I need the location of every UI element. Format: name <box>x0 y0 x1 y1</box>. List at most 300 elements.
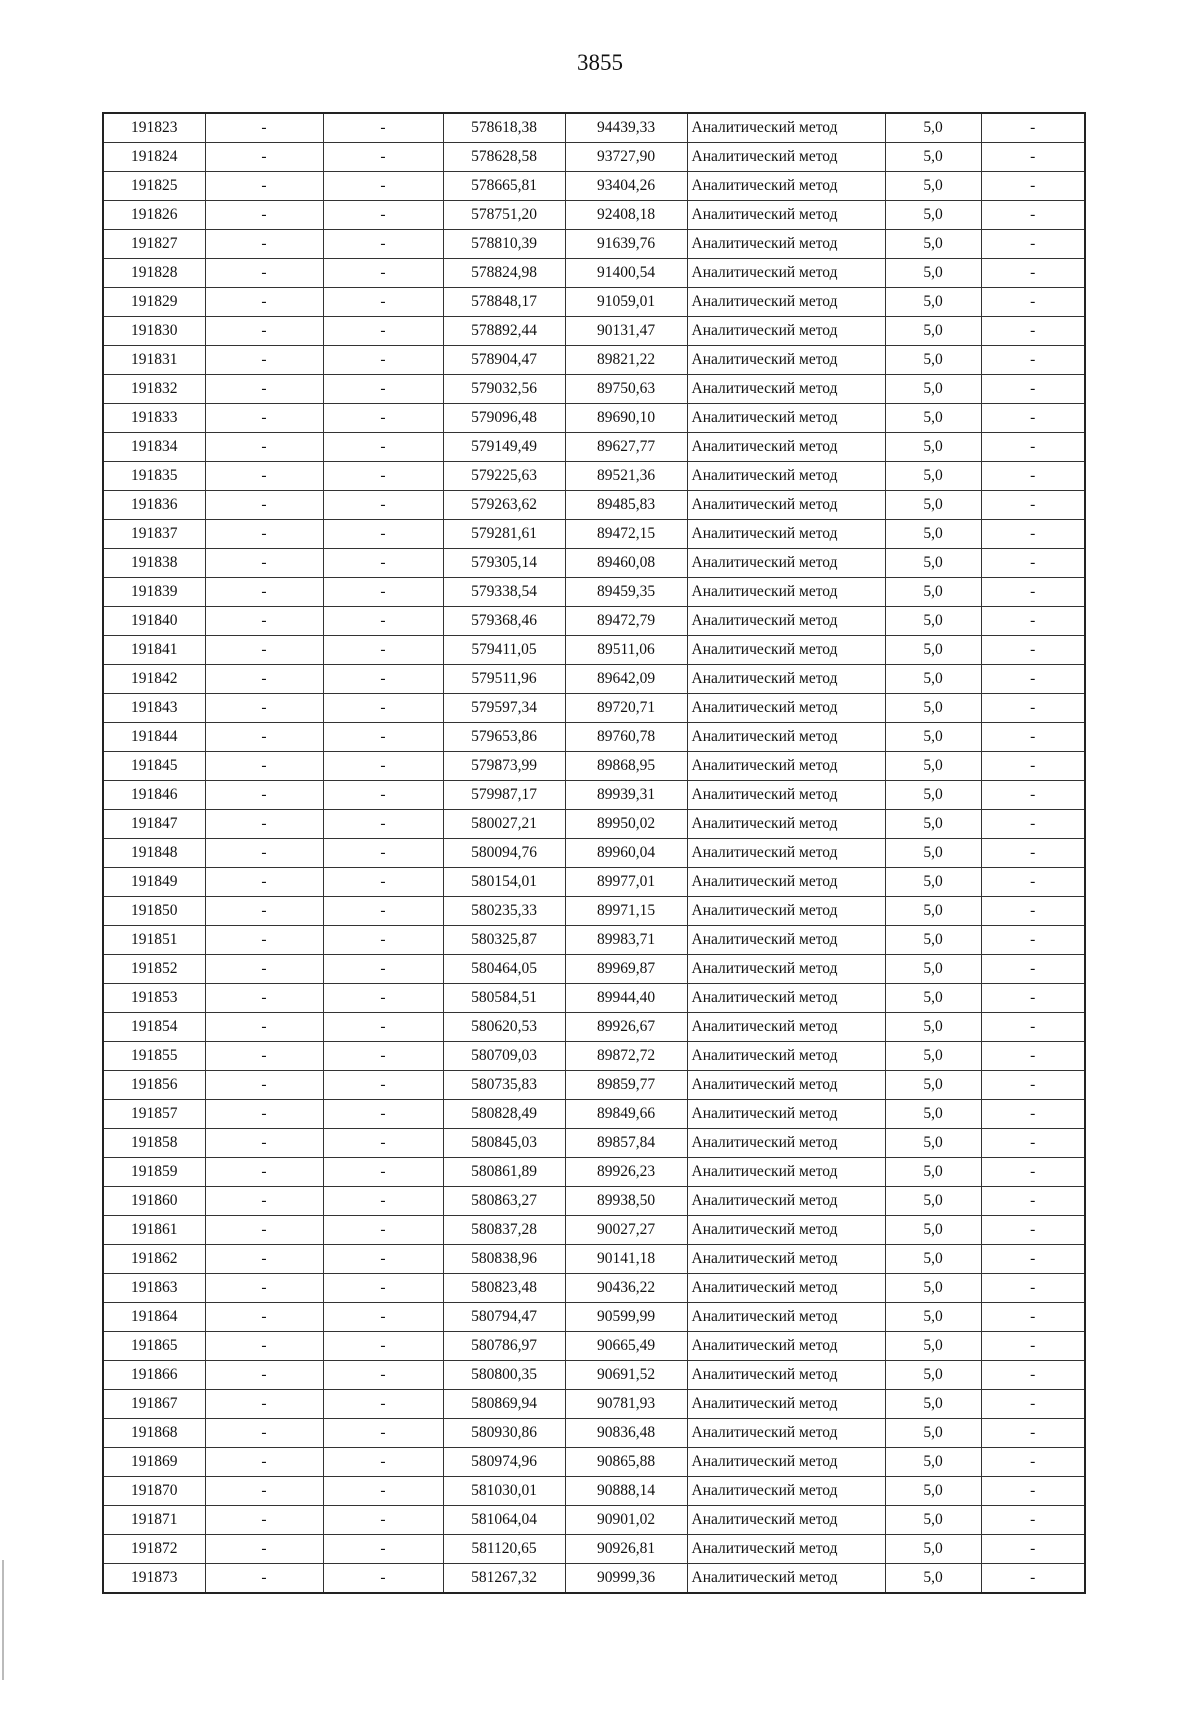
table-row <box>103 984 1085 1013</box>
empty-value-cell: - <box>323 491 443 520</box>
empty-value-cell: - <box>981 926 1085 955</box>
y-coordinate-cell: 89627,77 <box>565 433 687 462</box>
method-cell: Аналитический метод <box>687 897 885 926</box>
empty-value-cell: - <box>981 723 1085 752</box>
point-number-cell: 191824 <box>103 143 205 172</box>
point-number-cell: 191829 <box>103 288 205 317</box>
accuracy-cell: 5,0 <box>885 723 981 752</box>
accuracy-cell: 5,0 <box>885 1274 981 1303</box>
empty-value-cell: - <box>323 549 443 578</box>
method-cell: Аналитический метод <box>687 1390 885 1419</box>
point-number-cell: 191853 <box>103 984 205 1013</box>
y-coordinate-cell: 90141,18 <box>565 1245 687 1274</box>
point-number-cell: 191852 <box>103 955 205 984</box>
empty-value-cell: - <box>981 1361 1085 1390</box>
empty-value-cell: - <box>323 1187 443 1216</box>
method-cell: Аналитический метод <box>687 578 885 607</box>
x-coordinate-cell: 580584,51 <box>443 984 565 1013</box>
empty-value-cell: - <box>205 113 323 143</box>
method-cell: Аналитический метод <box>687 636 885 665</box>
method-cell: Аналитический метод <box>687 1303 885 1332</box>
empty-value-cell: - <box>205 433 323 462</box>
point-number-cell: 191860 <box>103 1187 205 1216</box>
method-cell: Аналитический метод <box>687 926 885 955</box>
accuracy-cell: 5,0 <box>885 926 981 955</box>
x-coordinate-cell: 581120,65 <box>443 1535 565 1564</box>
method-cell: Аналитический метод <box>687 317 885 346</box>
table-row <box>103 317 1085 346</box>
table-row <box>103 520 1085 549</box>
point-number-cell: 191862 <box>103 1245 205 1274</box>
y-coordinate-cell: 93404,26 <box>565 172 687 201</box>
method-cell: Аналитический метод <box>687 868 885 897</box>
point-number-cell: 191866 <box>103 1361 205 1390</box>
table-row <box>103 433 1085 462</box>
accuracy-cell: 5,0 <box>885 230 981 259</box>
table-row <box>103 375 1085 404</box>
point-number-cell: 191871 <box>103 1506 205 1535</box>
empty-value-cell: - <box>205 607 323 636</box>
empty-value-cell: - <box>323 1100 443 1129</box>
method-cell: Аналитический метод <box>687 1245 885 1274</box>
empty-value-cell: - <box>323 1332 443 1361</box>
table-row <box>103 1013 1085 1042</box>
x-coordinate-cell: 579987,17 <box>443 781 565 810</box>
table-row <box>103 1477 1085 1506</box>
x-coordinate-cell: 580709,03 <box>443 1042 565 1071</box>
empty-value-cell: - <box>205 462 323 491</box>
method-cell: Аналитический метод <box>687 839 885 868</box>
empty-value-cell: - <box>205 1506 323 1535</box>
y-coordinate-cell: 90665,49 <box>565 1332 687 1361</box>
accuracy-cell: 5,0 <box>885 288 981 317</box>
table-row <box>103 1129 1085 1158</box>
empty-value-cell: - <box>981 1564 1085 1594</box>
empty-value-cell: - <box>323 1448 443 1477</box>
x-coordinate-cell: 579597,34 <box>443 694 565 723</box>
table-row <box>103 491 1085 520</box>
point-number-cell: 191828 <box>103 259 205 288</box>
accuracy-cell: 5,0 <box>885 1419 981 1448</box>
y-coordinate-cell: 91400,54 <box>565 259 687 288</box>
page-number: 3855 <box>577 50 623 75</box>
y-coordinate-cell: 90865,88 <box>565 1448 687 1477</box>
accuracy-cell: 5,0 <box>885 1535 981 1564</box>
accuracy-cell: 5,0 <box>885 462 981 491</box>
empty-value-cell: - <box>981 607 1085 636</box>
point-number-cell: 191847 <box>103 810 205 839</box>
x-coordinate-cell: 579225,63 <box>443 462 565 491</box>
empty-value-cell: - <box>981 404 1085 433</box>
x-coordinate-cell: 580828,49 <box>443 1100 565 1129</box>
empty-value-cell: - <box>981 1129 1085 1158</box>
empty-value-cell: - <box>323 868 443 897</box>
x-coordinate-cell: 580930,86 <box>443 1419 565 1448</box>
empty-value-cell: - <box>981 375 1085 404</box>
method-cell: Аналитический метод <box>687 1071 885 1100</box>
empty-value-cell: - <box>981 520 1085 549</box>
y-coordinate-cell: 89821,22 <box>565 346 687 375</box>
method-cell: Аналитический метод <box>687 781 885 810</box>
point-number-cell: 191854 <box>103 1013 205 1042</box>
table-row <box>103 288 1085 317</box>
empty-value-cell: - <box>981 1274 1085 1303</box>
empty-value-cell: - <box>981 288 1085 317</box>
accuracy-cell: 5,0 <box>885 172 981 201</box>
x-coordinate-cell: 581267,32 <box>443 1564 565 1594</box>
empty-value-cell: - <box>981 491 1085 520</box>
table-row <box>103 1303 1085 1332</box>
table-row <box>103 1071 1085 1100</box>
empty-value-cell: - <box>323 1158 443 1187</box>
empty-value-cell: - <box>205 404 323 433</box>
table-row <box>103 781 1085 810</box>
empty-value-cell: - <box>323 462 443 491</box>
accuracy-cell: 5,0 <box>885 636 981 665</box>
empty-value-cell: - <box>981 1158 1085 1187</box>
accuracy-cell: 5,0 <box>885 1187 981 1216</box>
empty-value-cell: - <box>205 839 323 868</box>
empty-value-cell: - <box>205 1274 323 1303</box>
empty-value-cell: - <box>981 636 1085 665</box>
empty-value-cell: - <box>981 897 1085 926</box>
empty-value-cell: - <box>981 1100 1085 1129</box>
accuracy-cell: 5,0 <box>885 1477 981 1506</box>
x-coordinate-cell: 580845,03 <box>443 1129 565 1158</box>
y-coordinate-cell: 89857,84 <box>565 1129 687 1158</box>
point-number-cell: 191857 <box>103 1100 205 1129</box>
x-coordinate-cell: 579653,86 <box>443 723 565 752</box>
table-row <box>103 868 1085 897</box>
accuracy-cell: 5,0 <box>885 1564 981 1594</box>
x-coordinate-cell: 580800,35 <box>443 1361 565 1390</box>
empty-value-cell: - <box>323 636 443 665</box>
y-coordinate-cell: 90836,48 <box>565 1419 687 1448</box>
empty-value-cell: - <box>205 810 323 839</box>
table-row <box>103 1274 1085 1303</box>
y-coordinate-cell: 90436,22 <box>565 1274 687 1303</box>
y-coordinate-cell: 89849,66 <box>565 1100 687 1129</box>
empty-value-cell: - <box>323 781 443 810</box>
empty-value-cell: - <box>981 578 1085 607</box>
empty-value-cell: - <box>205 694 323 723</box>
empty-value-cell: - <box>323 172 443 201</box>
accuracy-cell: 5,0 <box>885 346 981 375</box>
x-coordinate-cell: 579149,49 <box>443 433 565 462</box>
table-row <box>103 926 1085 955</box>
accuracy-cell: 5,0 <box>885 1303 981 1332</box>
empty-value-cell: - <box>981 1448 1085 1477</box>
point-number-cell: 191823 <box>103 113 205 143</box>
method-cell: Аналитический метод <box>687 1216 885 1245</box>
point-number-cell: 191835 <box>103 462 205 491</box>
empty-value-cell: - <box>205 1013 323 1042</box>
y-coordinate-cell: 89859,77 <box>565 1071 687 1100</box>
empty-value-cell: - <box>205 1187 323 1216</box>
x-coordinate-cell: 580863,27 <box>443 1187 565 1216</box>
table-row <box>103 723 1085 752</box>
x-coordinate-cell: 579511,96 <box>443 665 565 694</box>
y-coordinate-cell: 89690,10 <box>565 404 687 433</box>
empty-value-cell: - <box>981 1535 1085 1564</box>
y-coordinate-cell: 90599,99 <box>565 1303 687 1332</box>
y-coordinate-cell: 89938,50 <box>565 1187 687 1216</box>
y-coordinate-cell: 89926,23 <box>565 1158 687 1187</box>
empty-value-cell: - <box>981 1187 1085 1216</box>
empty-value-cell: - <box>981 1332 1085 1361</box>
accuracy-cell: 5,0 <box>885 1506 981 1535</box>
y-coordinate-cell: 93727,90 <box>565 143 687 172</box>
x-coordinate-cell: 579338,54 <box>443 578 565 607</box>
method-cell: Аналитический метод <box>687 491 885 520</box>
empty-value-cell: - <box>981 810 1085 839</box>
point-number-cell: 191850 <box>103 897 205 926</box>
table-row <box>103 143 1085 172</box>
table-row <box>103 1042 1085 1071</box>
table-row <box>103 230 1085 259</box>
method-cell: Аналитический метод <box>687 1187 885 1216</box>
accuracy-cell: 5,0 <box>885 375 981 404</box>
empty-value-cell: - <box>981 1042 1085 1071</box>
table-row <box>103 1506 1085 1535</box>
method-cell: Аналитический метод <box>687 694 885 723</box>
empty-value-cell: - <box>981 201 1085 230</box>
table-row <box>103 259 1085 288</box>
point-number-cell: 191868 <box>103 1419 205 1448</box>
empty-value-cell: - <box>205 1129 323 1158</box>
y-coordinate-cell: 89459,35 <box>565 578 687 607</box>
point-number-cell: 191858 <box>103 1129 205 1158</box>
accuracy-cell: 5,0 <box>885 984 981 1013</box>
x-coordinate-cell: 578848,17 <box>443 288 565 317</box>
y-coordinate-cell: 90781,93 <box>565 1390 687 1419</box>
point-number-cell: 191841 <box>103 636 205 665</box>
table-row <box>103 1535 1085 1564</box>
table-row <box>103 1100 1085 1129</box>
y-coordinate-cell: 89868,95 <box>565 752 687 781</box>
y-coordinate-cell: 90691,52 <box>565 1361 687 1390</box>
x-coordinate-cell: 580154,01 <box>443 868 565 897</box>
y-coordinate-cell: 89485,83 <box>565 491 687 520</box>
empty-value-cell: - <box>981 1506 1085 1535</box>
empty-value-cell: - <box>981 868 1085 897</box>
method-cell: Аналитический метод <box>687 1274 885 1303</box>
point-number-cell: 191830 <box>103 317 205 346</box>
table-row <box>103 1448 1085 1477</box>
table-row <box>103 578 1085 607</box>
x-coordinate-cell: 578824,98 <box>443 259 565 288</box>
point-number-cell: 191870 <box>103 1477 205 1506</box>
table-row <box>103 636 1085 665</box>
accuracy-cell: 5,0 <box>885 897 981 926</box>
point-number-cell: 191863 <box>103 1274 205 1303</box>
accuracy-cell: 5,0 <box>885 1390 981 1419</box>
table-row <box>103 1361 1085 1390</box>
accuracy-cell: 5,0 <box>885 694 981 723</box>
point-number-cell: 191838 <box>103 549 205 578</box>
point-number-cell: 191839 <box>103 578 205 607</box>
empty-value-cell: - <box>323 955 443 984</box>
empty-value-cell: - <box>323 752 443 781</box>
table-row <box>103 1187 1085 1216</box>
method-cell: Аналитический метод <box>687 810 885 839</box>
empty-value-cell: - <box>323 1274 443 1303</box>
empty-value-cell: - <box>981 1013 1085 1042</box>
table-row <box>103 1564 1085 1594</box>
method-cell: Аналитический метод <box>687 520 885 549</box>
empty-value-cell: - <box>981 694 1085 723</box>
point-number-cell: 191859 <box>103 1158 205 1187</box>
point-number-cell: 191855 <box>103 1042 205 1071</box>
empty-value-cell: - <box>205 317 323 346</box>
accuracy-cell: 5,0 <box>885 781 981 810</box>
empty-value-cell: - <box>205 1303 323 1332</box>
point-number-cell: 191825 <box>103 172 205 201</box>
x-coordinate-cell: 580735,83 <box>443 1071 565 1100</box>
empty-value-cell: - <box>323 723 443 752</box>
x-coordinate-cell: 580794,47 <box>443 1303 565 1332</box>
accuracy-cell: 5,0 <box>885 1071 981 1100</box>
point-number-cell: 191849 <box>103 868 205 897</box>
y-coordinate-cell: 89939,31 <box>565 781 687 810</box>
table-row <box>103 752 1085 781</box>
x-coordinate-cell: 578892,44 <box>443 317 565 346</box>
method-cell: Аналитический метод <box>687 462 885 491</box>
x-coordinate-cell: 579873,99 <box>443 752 565 781</box>
point-number-cell: 191842 <box>103 665 205 694</box>
method-cell: Аналитический метод <box>687 955 885 984</box>
empty-value-cell: - <box>323 1245 443 1274</box>
empty-value-cell: - <box>205 259 323 288</box>
point-number-cell: 191861 <box>103 1216 205 1245</box>
x-coordinate-cell: 580786,97 <box>443 1332 565 1361</box>
method-cell: Аналитический метод <box>687 346 885 375</box>
method-cell: Аналитический метод <box>687 1158 885 1187</box>
method-cell: Аналитический метод <box>687 1477 885 1506</box>
empty-value-cell: - <box>981 230 1085 259</box>
empty-value-cell: - <box>323 1361 443 1390</box>
empty-value-cell: - <box>323 810 443 839</box>
empty-value-cell: - <box>323 578 443 607</box>
method-cell: Аналитический метод <box>687 1361 885 1390</box>
empty-value-cell: - <box>981 462 1085 491</box>
empty-value-cell: - <box>981 433 1085 462</box>
accuracy-cell: 5,0 <box>885 1361 981 1390</box>
point-number-cell: 191848 <box>103 839 205 868</box>
table-row <box>103 201 1085 230</box>
empty-value-cell: - <box>205 172 323 201</box>
empty-value-cell: - <box>205 1158 323 1187</box>
empty-value-cell: - <box>323 1390 443 1419</box>
x-coordinate-cell: 580838,96 <box>443 1245 565 1274</box>
accuracy-cell: 5,0 <box>885 1042 981 1071</box>
method-cell: Аналитический метод <box>687 230 885 259</box>
y-coordinate-cell: 90131,47 <box>565 317 687 346</box>
table-row <box>103 549 1085 578</box>
empty-value-cell: - <box>205 752 323 781</box>
empty-value-cell: - <box>323 230 443 259</box>
point-number-cell: 191846 <box>103 781 205 810</box>
empty-value-cell: - <box>205 955 323 984</box>
empty-value-cell: - <box>323 404 443 433</box>
point-number-cell: 191827 <box>103 230 205 259</box>
empty-value-cell: - <box>205 201 323 230</box>
point-number-cell: 191826 <box>103 201 205 230</box>
table-row <box>103 955 1085 984</box>
point-number-cell: 191867 <box>103 1390 205 1419</box>
y-coordinate-cell: 91059,01 <box>565 288 687 317</box>
empty-value-cell: - <box>323 259 443 288</box>
y-coordinate-cell: 89521,36 <box>565 462 687 491</box>
method-cell: Аналитический метод <box>687 607 885 636</box>
method-cell: Аналитический метод <box>687 288 885 317</box>
x-coordinate-cell: 580027,21 <box>443 810 565 839</box>
empty-value-cell: - <box>981 172 1085 201</box>
accuracy-cell: 5,0 <box>885 1158 981 1187</box>
empty-value-cell: - <box>323 607 443 636</box>
point-number-cell: 191873 <box>103 1564 205 1594</box>
y-coordinate-cell: 89642,09 <box>565 665 687 694</box>
method-cell: Аналитический метод <box>687 1419 885 1448</box>
accuracy-cell: 5,0 <box>885 1245 981 1274</box>
accuracy-cell: 5,0 <box>885 752 981 781</box>
y-coordinate-cell: 89472,15 <box>565 520 687 549</box>
point-number-cell: 191864 <box>103 1303 205 1332</box>
x-coordinate-cell: 579411,05 <box>443 636 565 665</box>
point-number-cell: 191856 <box>103 1071 205 1100</box>
y-coordinate-cell: 89720,71 <box>565 694 687 723</box>
table-row <box>103 1245 1085 1274</box>
accuracy-cell: 5,0 <box>885 520 981 549</box>
table-row <box>103 1419 1085 1448</box>
table-row <box>103 113 1085 143</box>
empty-value-cell: - <box>205 375 323 404</box>
empty-value-cell: - <box>205 491 323 520</box>
x-coordinate-cell: 579305,14 <box>443 549 565 578</box>
accuracy-cell: 5,0 <box>885 1332 981 1361</box>
y-coordinate-cell: 90999,36 <box>565 1564 687 1594</box>
empty-value-cell: - <box>205 578 323 607</box>
x-coordinate-cell: 578665,81 <box>443 172 565 201</box>
accuracy-cell: 5,0 <box>885 549 981 578</box>
accuracy-cell: 5,0 <box>885 665 981 694</box>
x-coordinate-cell: 578810,39 <box>443 230 565 259</box>
empty-value-cell: - <box>323 1419 443 1448</box>
scan-edge-mark <box>2 1560 4 1680</box>
table-body <box>103 113 1085 1593</box>
table-row <box>103 404 1085 433</box>
x-coordinate-cell: 578904,47 <box>443 346 565 375</box>
empty-value-cell: - <box>205 549 323 578</box>
method-cell: Аналитический метод <box>687 433 885 462</box>
point-number-cell: 191869 <box>103 1448 205 1477</box>
accuracy-cell: 5,0 <box>885 491 981 520</box>
empty-value-cell: - <box>205 1332 323 1361</box>
empty-value-cell: - <box>981 752 1085 781</box>
empty-value-cell: - <box>205 665 323 694</box>
x-coordinate-cell: 580464,05 <box>443 955 565 984</box>
empty-value-cell: - <box>205 1042 323 1071</box>
empty-value-cell: - <box>323 1013 443 1042</box>
empty-value-cell: - <box>981 549 1085 578</box>
x-coordinate-cell: 580861,89 <box>443 1158 565 1187</box>
empty-value-cell: - <box>981 955 1085 984</box>
method-cell: Аналитический метод <box>687 1506 885 1535</box>
empty-value-cell: - <box>205 984 323 1013</box>
y-coordinate-cell: 89460,08 <box>565 549 687 578</box>
empty-value-cell: - <box>323 1042 443 1071</box>
accuracy-cell: 5,0 <box>885 1100 981 1129</box>
